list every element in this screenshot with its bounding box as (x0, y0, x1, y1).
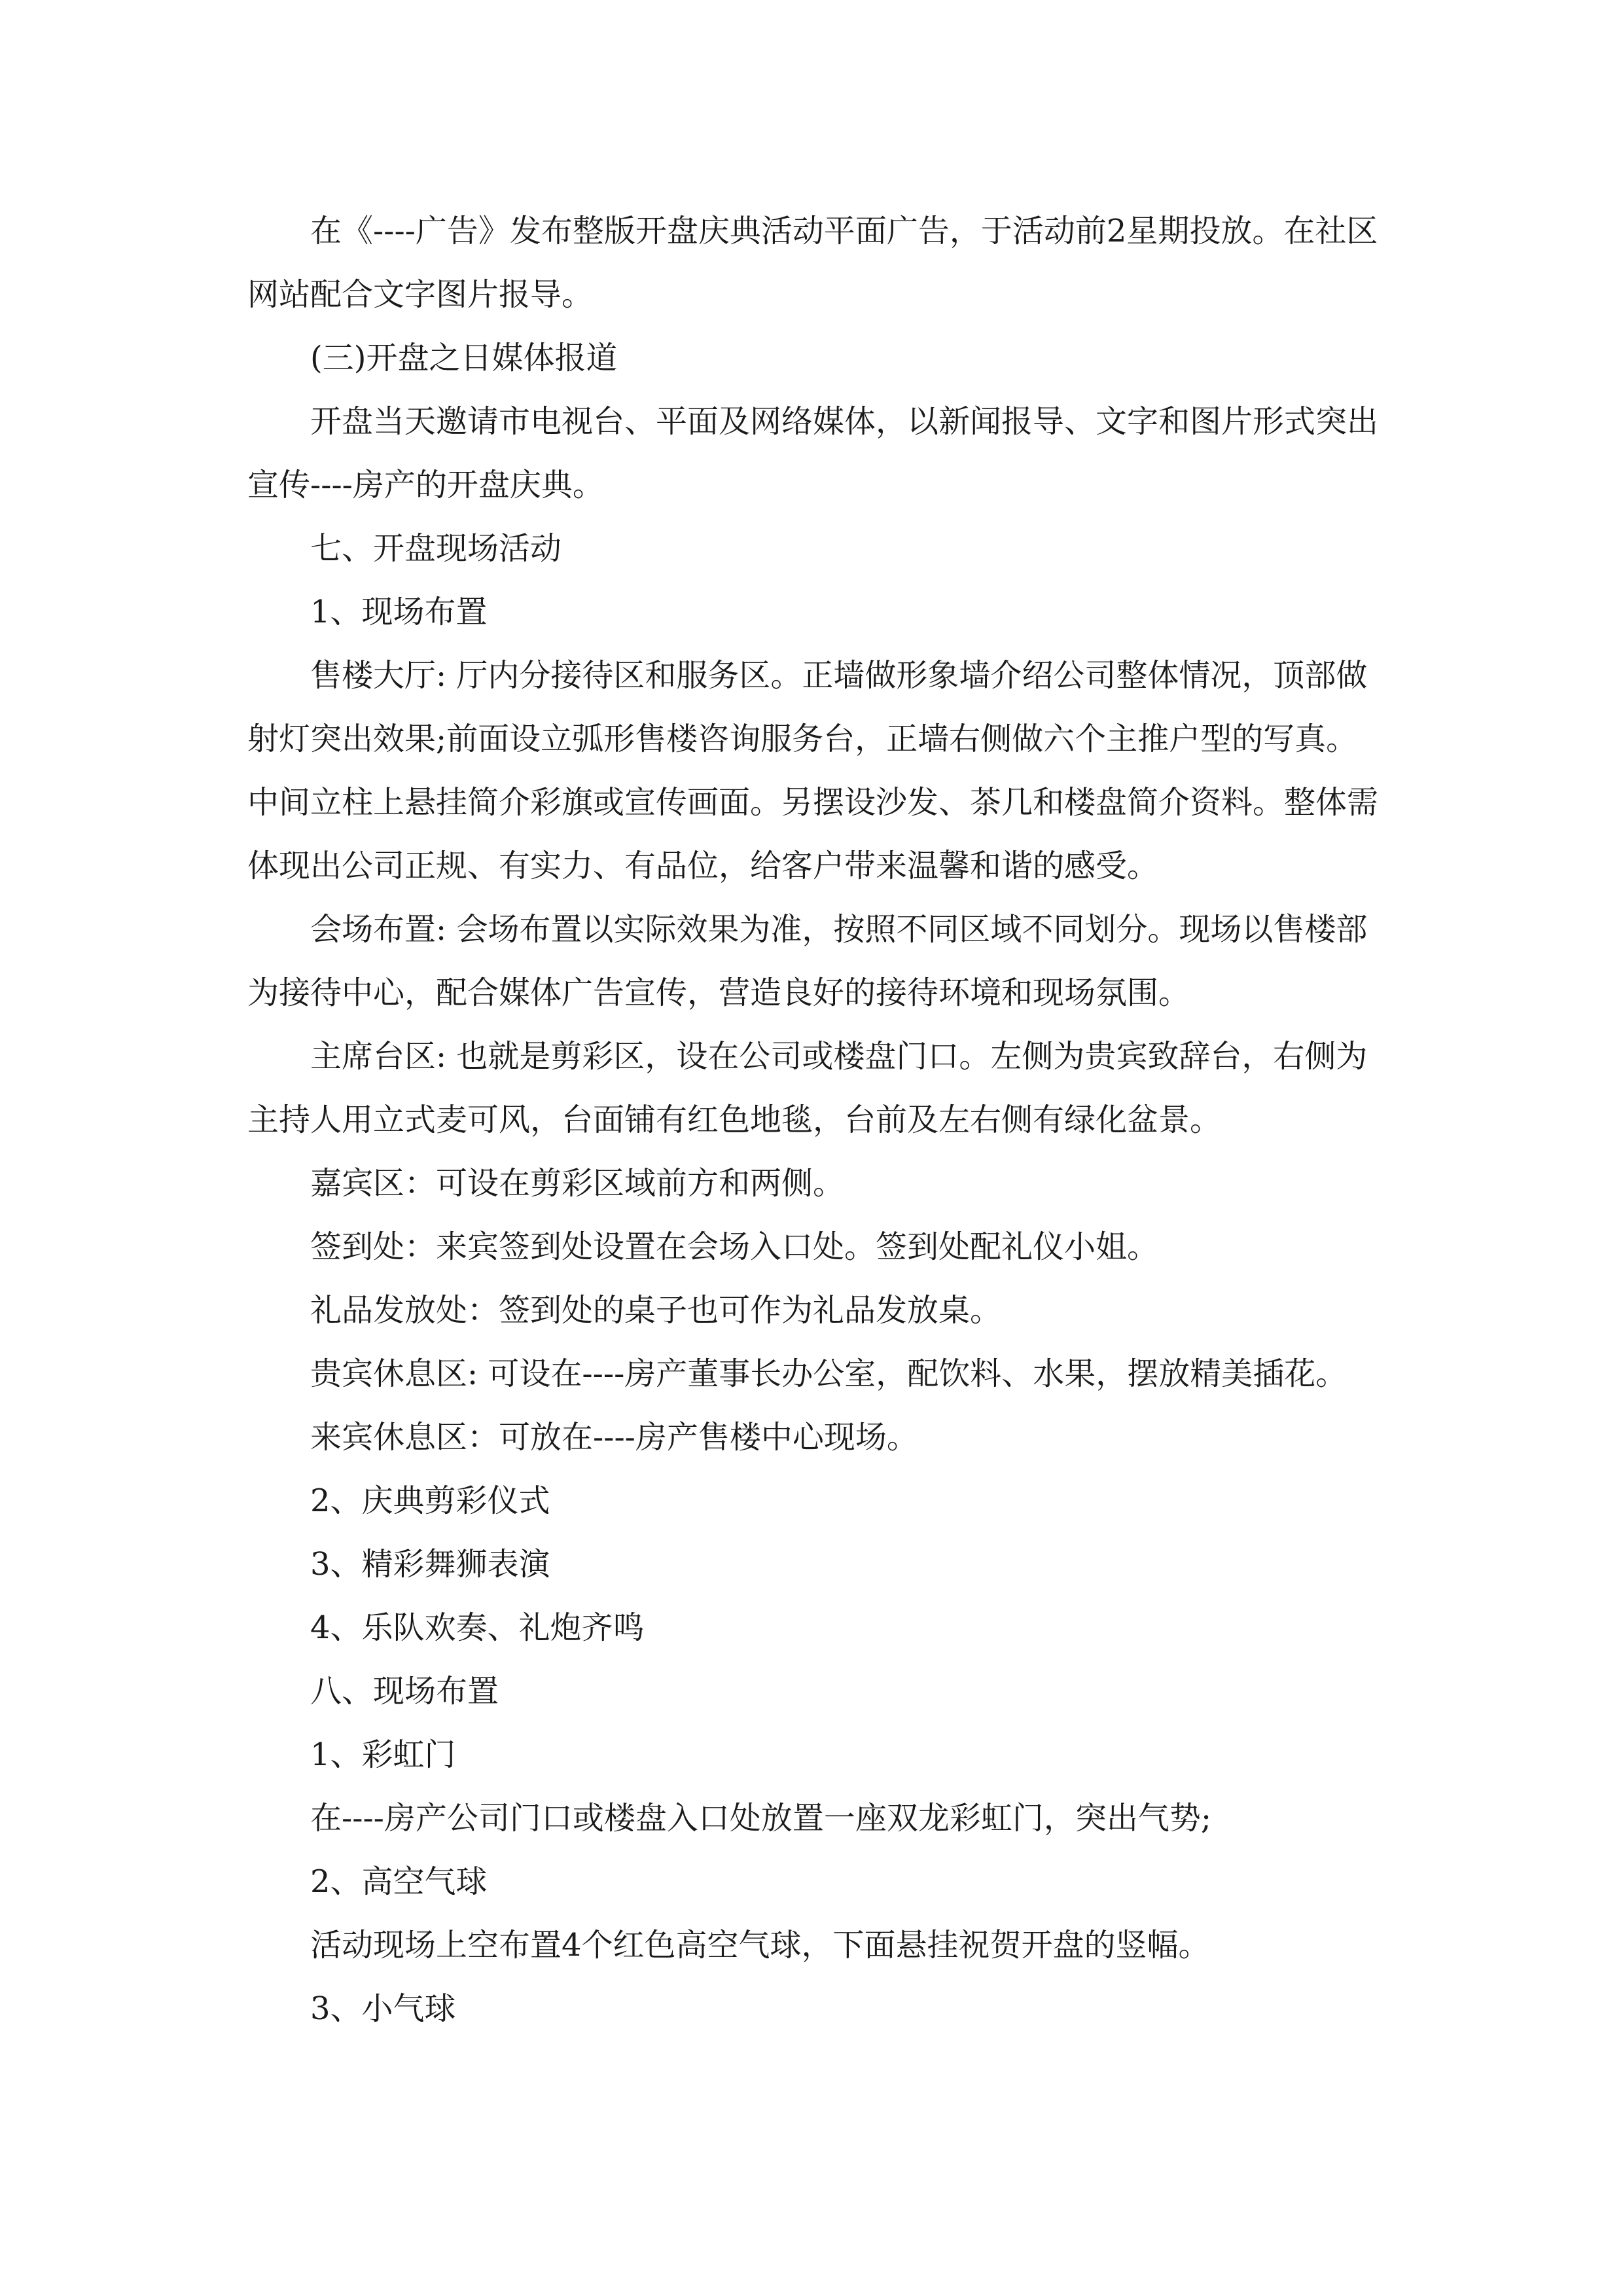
document-body (247, 200, 1386, 2041)
heading-band-salute: 4、乐队欢奏、礼炮齐鸣 (310, 1609, 645, 1646)
heading-lion-dance: 3、精彩舞狮表演 (310, 1546, 550, 1583)
paragraph-venue-layout: 会场布置: 会场布置以实际效果为准，按照不同区域不同划分。现场以售楼部为接待中心，配合媒体广告宣传，营造良好的接待环境和现场氛围。 (247, 911, 1368, 1011)
heading-ribbon-cutting: 2、庆典剪彩仪式 (310, 1482, 550, 1519)
paragraph-sign-in: 签到处：来宾签到处设置在会场入口处。签到处配礼仪小姐。 (310, 1229, 1159, 1265)
paragraph-vip-lounge: 贵宾休息区: 可设在----房产董事长办公室，配饮料、水果，摆放精美插花。 (310, 1355, 1347, 1392)
paragraph-rainbow-gate: 在----房产公司门口或楼盘入口处放置一座双龙彩虹门，突出气势; (310, 1800, 1212, 1837)
heading-small-balloons: 3、小气球 (310, 1990, 456, 2027)
heading-balloons: 2、高空气球 (310, 1863, 488, 1900)
paragraph-main-stage: 主席台区: 也就是剪彩区，设在公司或楼盘门口。左侧为贵宾致辞台，右侧为主持人用立式麦可风，台面铺有红色地毯，台前及左右侧有绿化盆景。 (247, 1038, 1368, 1138)
heading-rainbow-gate: 1、彩虹门 (310, 1736, 456, 1773)
paragraph-ad-release: 在《----广告》发布整版开盘庆典活动平面广告，于活动前2星期投放。在社区网站配合文字图片报导。 (247, 213, 1378, 313)
paragraph-visitor-lounge: 来宾休息区：可放在----房产售楼中心现场。 (310, 1419, 918, 1456)
paragraph-gift-desk: 礼品发放处：签到处的桌子也可作为礼品发放桌。 (310, 1292, 1002, 1329)
paragraph-media-invite: 开盘当天邀请市电视台、平面及网络媒体，以新闻报导、文字和图片形式突出宣传----房产的开盘庆典。 (247, 403, 1379, 503)
paragraph-sales-hall: 售楼大厅: 厅内分接待区和服务区。正墙做形象墙介绍公司整体情况，顶部做射灯突出效果;前面设立弧形售楼咨询服务台，正墙右侧做六个主推户型的写真。中间立柱上悬挂简介彩旗或宣传画面。另摆设沙发、茶几和楼盘简介资料。整体需体现出公司正规、有实力、有品位，给客户带来温馨和谐的感受。 (247, 657, 1379, 884)
heading-section-seven: 七、开盘现场活动 (310, 530, 562, 567)
heading-site-layout: 1、现场布置 (310, 594, 488, 630)
paragraph-guest-area: 嘉宾区：可设在剪彩区域前方和两侧。 (310, 1165, 845, 1202)
heading-section-eight: 八、现场布置 (310, 1673, 499, 1710)
paragraph-balloons: 活动现场上空布置4个红色高空气球，下面悬挂祝贺开盘的竖幅。 (310, 1927, 1210, 1964)
heading-opening-day-media: (三)开盘之日媒体报道 (310, 340, 618, 376)
